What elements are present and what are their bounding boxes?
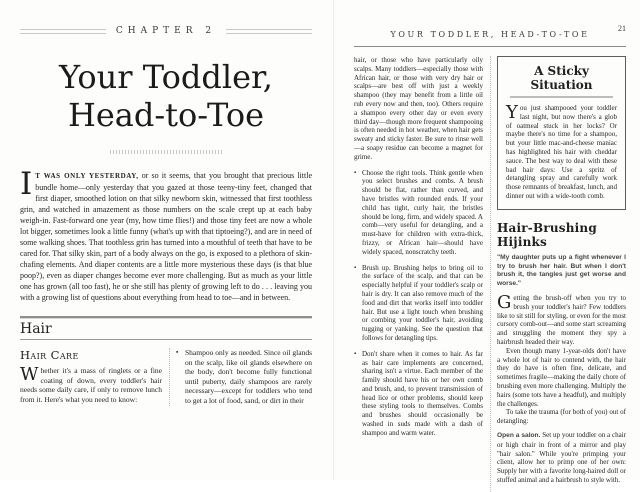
running-header [354, 24, 626, 42]
right-page-columns [354, 56, 626, 492]
sticky-box-title: A Sticky Situation [530, 64, 593, 92]
answer-paragraph-3: To take the trauma (for both of you) out of detangling: [497, 408, 626, 426]
salon-tip [497, 431, 626, 485]
column-divider [169, 348, 170, 406]
salon-tip-text: Set up your toddler on a chair or high chair in front of a mirror and play "hair salon." While you're primping your client, allow her to primp one of her own: Supply her with a favorite long-haired doll or stuffed animal and a hairbrush to style with. [497, 430, 626, 484]
section-rule-bottom [20, 339, 312, 340]
right-page [354, 24, 626, 492]
hair-care-text: hether it's a mass of ringlets or a fine coating of down, every toddler's hair needs some daily care, if only to remove lunch from it. Here's what you need to know: [20, 366, 162, 404]
column-divider [490, 56, 491, 492]
intro-paragraph [20, 166, 312, 303]
sticky-box-text: ou just shampooed your toddler last night, but now there's a glob of oatmeal stuck in her locks? Or maybe there's no time for a shampoo, but your little mac-and-cheese maniac has highlighted his hair with cheddar sauce. The best way to deal with these bad hair days: Use a spritz of detangling spray and carefully work those remnants of breakfast, lunch, and dinner out with a wide-tooth comb. [506, 104, 617, 200]
drop-cap-i: I [20, 166, 33, 202]
drop-cap-g: G [497, 291, 512, 313]
page-number: 21 [618, 24, 626, 33]
sticky-title-rule [510, 96, 612, 98]
chapter-header [20, 26, 312, 36]
answer-paragraph-2: Even though many 1-year-olds don't have a whole lot of hair to contend with, the hair they do have is often fine, delicate, and sometimes fragile—making the daily chore of brushing even more challenging. Multiply the hairs (some tots have a headful), and multiply the challenges. [497, 346, 626, 408]
bullet-dont-share: ▪ Don't share when it comes to hair. As far as hair care implements are concerned, sharing isn't a virtue. Each member of the family should have his or her own comb and brush, and, to prevent transmission of head lice or other problems, should keep these styling tools to themselves. Combs and brushes should occasionally be washed in suds made with a dash of shampoo and warm water. [354, 350, 483, 438]
bullet-brush-up: ▪ Brush up. Brushing helps to bring oil to the surface of the scalp, and that can be especially helpful if your toddler's scalp or hair is dry. It can also remove much of the food and dirt that works itself into toddler hair. But use a light touch when brushing or combing your toddler's hair, avoiding tugging or yanking. See the question that follows for detangling tips. [354, 264, 483, 343]
title-ornament [110, 150, 222, 154]
running-head-rule [354, 46, 626, 47]
shampoo-column [176, 348, 312, 406]
chapter-label: CHAPTER 2 [115, 26, 217, 36]
reader-question: "My daughter puts up a fight whenever I try to brush her hair. But when I don't brush it, the tangles just get worse and worse." [497, 253, 626, 288]
hair-columns [20, 348, 312, 406]
answer-1-text: etting the brush-off when you try to brush your toddler's hair? Few toddlers like to sit still for styling, or even for the most cursory comb-out—and some start screaming and struggling the moment they spy a hairbrush headed their way. [497, 293, 626, 346]
continuation-paragraph: hair, or those who have particularly oily scalps. Many toddlers—especially those with African hair, or those with very dry hair or scalps—are best off with just a weekly shampoo (they may benefit from a little oil rub every now and then, too). Others require a shampoo every other day or even every third day—though more frequent shampooing is often needed in hot weather, when hair gets sweaty and sticky faster. Be sure to rinse well—a soapy residue can become a magnet for grime. [354, 56, 483, 161]
bullet-shampoo: ▪ Shampoo only as needed. Since oil glands on the scalp, like oil glands elsewhere on the body, don't become fully functional until puberty, daily shampoos are rarely necessary—except for toddlers who tend to get a lot of food, sand, or dirt in their [176, 348, 312, 406]
intro-text: or so it seems, that you brought that precious little bundle home—only yesterday that you gazed at those teeny-tiny feet, changed that first diaper, smoothed lotion on that silky newborn skin, witnessed that first toothless grin, and watched in amazement as those numbers on the scale crept up at each baby weigh-in. Fast-forward one year (my, how time flies!) and those tiny feet are now a whole lot bigger, sometimes look a little funny (what's up with that tiptoeing?), and are in need of some walking shoes. That toothless grin has turned into a mouthful of teeth that have to be cared for. That silky skin, part of a body always on the go, is exposed to a plethora of skin-chafing elements. And diaper contents are a little more mysterious these days (is that blue poop?), even as diaper changes become ever more challenging. But as much as your little one has grown (all too fast), he or she still has plenty of growing left to do . . . leaving you with a growing list of questions about everything from head to toe—and in between. [20, 171, 312, 302]
title-line-1: Your Toddler, [59, 58, 273, 96]
drop-cap-y: Y [506, 102, 518, 123]
chapter-rule-right [226, 29, 312, 34]
section-heading: Hair [20, 321, 52, 337]
answer-paragraph-1 [497, 291, 626, 347]
sticky-box-paragraph [506, 104, 617, 201]
sticky-situation-box [497, 56, 626, 210]
page-gutter-divider [333, 0, 334, 480]
hair-section [20, 316, 312, 406]
section-rule-top [20, 316, 312, 319]
intro-lead: T WAS ONLY YESTERDAY, [35, 172, 139, 180]
hair-care-paragraph [20, 366, 162, 404]
chapter-rule-left [20, 29, 106, 34]
hair-care-column [20, 348, 162, 406]
hijinks-heading: Hair-Brushing Hijinks [497, 220, 597, 249]
right-column-1 [354, 56, 483, 492]
drop-cap-w: W [20, 364, 39, 385]
right-column-2 [497, 56, 626, 492]
page-title [20, 58, 312, 134]
bullet-right-tools: ▪ Choose the right tools. Think gentle when you select brushes and combs. A brush should be flat, rather than curved, and have bristles with rounded ends. If your child has tight, curly hair, the bristles should be long, firm, and widely spaced. A comb—very useful for detangling, and a must-have for children with extra-thick, frizzy, or African hair—should have widely spaced, nonscratchy teeth. [354, 169, 483, 257]
running-head-text: YOUR TODDLER, HEAD-TO-TOE [390, 30, 590, 39]
left-page [20, 26, 312, 406]
hair-care-heading: Hair Care [20, 348, 79, 362]
title-line-2: Head-to-Toe [67, 96, 265, 134]
salon-tip-lead: Open a salon. [497, 431, 541, 439]
